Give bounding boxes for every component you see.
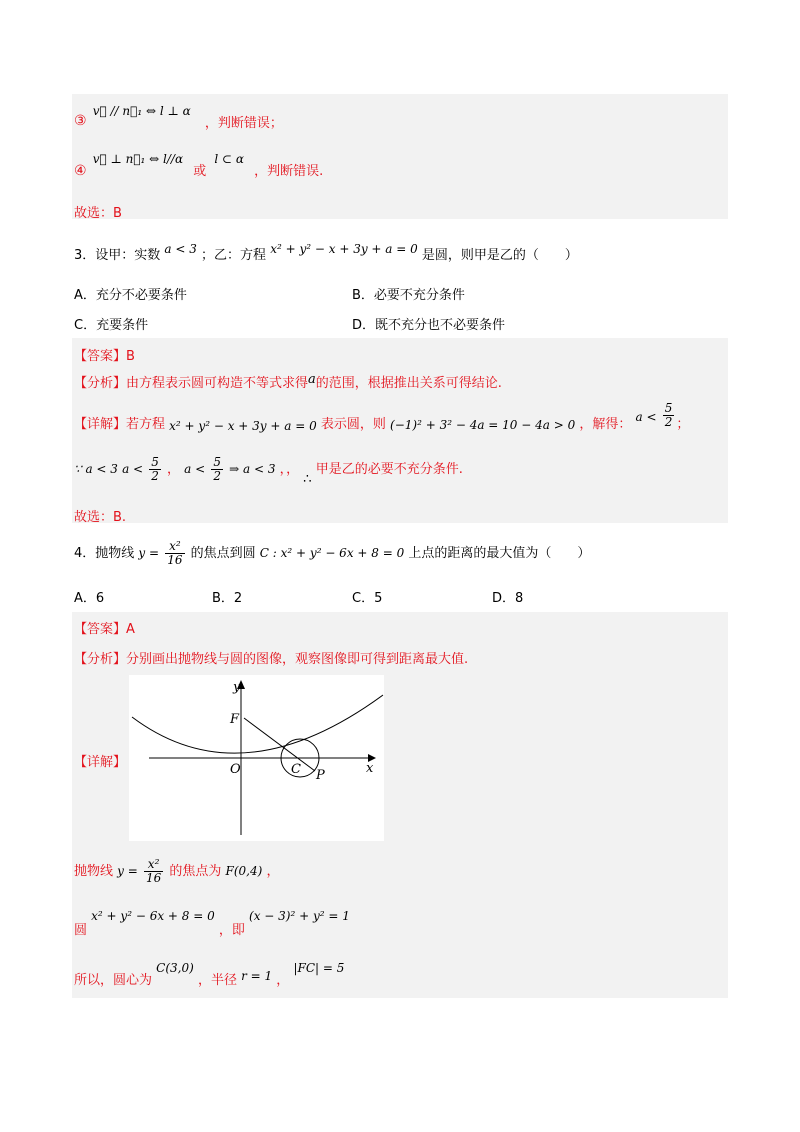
fraction: [144, 858, 163, 885]
judgement-text: ，判断错误；: [204, 116, 283, 131]
detail-q4-line3: [74, 957, 345, 988]
label-p: P: [316, 768, 325, 783]
conclusion: 甲是乙的必要不充分条件.: [315, 462, 463, 478]
question-3-stem: [74, 238, 578, 263]
or-text: 或: [193, 164, 207, 179]
option-b: B．2: [212, 591, 243, 606]
analysis-text: 【分析】由方程表示圆可构造不等式求得: [74, 376, 309, 391]
label-o: O: [230, 762, 241, 777]
answer-q3: 【答案】B: [74, 349, 135, 364]
equation: (x − 3)² + y² = 1: [249, 909, 350, 923]
punctuation: ，: [266, 864, 280, 880]
choice-line: 故选：B: [74, 206, 122, 221]
fraction-numerator: 5: [151, 455, 159, 469]
stem-text: 3．设甲：实数: [74, 248, 161, 263]
premise: ∵ a < 3: [74, 462, 118, 477]
detail-label: 【详解】若方程: [74, 417, 166, 433]
detail-text: 圆: [74, 923, 88, 938]
option-b: B．必要不充分条件: [352, 288, 465, 303]
stem-text: 是圆，则甲是乙的（ ）: [421, 248, 578, 263]
fraction: [663, 402, 675, 429]
formula: l ⊂ α: [214, 152, 244, 166]
therefore-symbol: ∴: [303, 472, 312, 488]
stem-text: 的焦点到圆: [190, 546, 256, 562]
item-marker: ④: [74, 163, 87, 179]
fraction-numerator: 5: [213, 455, 221, 469]
fraction: [149, 456, 161, 483]
analysis-q3: [74, 372, 502, 391]
question-4-stem: [74, 540, 590, 567]
detail-text: 表示圆，则: [320, 417, 386, 433]
stem-text: ；乙：方程: [201, 248, 267, 263]
fraction-denominator: 16: [167, 553, 183, 568]
fraction-denominator: 16: [145, 871, 162, 886]
option-d: D．既不充分也不必要条件: [352, 318, 506, 333]
detail-q3-line2: [74, 455, 463, 488]
circle-equation: C : x² + y² − 6x + 8 = 0: [259, 546, 405, 561]
detail-text: ，解得：: [579, 417, 632, 433]
parabola-lhs: y =: [117, 864, 138, 879]
stem-text: 4．抛物线: [74, 546, 135, 562]
fraction-numerator: x²: [165, 540, 184, 554]
label-y: y: [233, 680, 241, 695]
parabola-curve: [132, 695, 383, 753]
option-a: A．6: [74, 591, 105, 606]
fraction-denominator: 2: [664, 415, 673, 430]
solution-item-3: [74, 100, 283, 131]
detail-text: ，半径: [197, 973, 237, 988]
detail-text: ，即: [218, 923, 245, 938]
radius: r = 1: [241, 969, 273, 983]
fraction-denominator: 2: [151, 469, 159, 484]
detail-text: 的焦点为: [169, 864, 222, 880]
option-c: C．充要条件: [74, 318, 149, 333]
punctuation: ，: [276, 973, 290, 988]
detail-text: 抛物线: [74, 864, 114, 880]
detail-q4-line1: [74, 858, 279, 885]
formula: v⃗ // n⃗₁ ⇔ l ⊥ α: [92, 104, 191, 118]
item-marker: ③: [74, 113, 87, 129]
option-a: A．充分不必要条件: [74, 288, 187, 303]
detail-label-q4: 【详解】: [74, 755, 127, 770]
solution-item-4: [74, 148, 324, 179]
analysis-text: 的范围，根据推出关系可得结论.: [315, 376, 502, 391]
punctuation: ，，: [279, 462, 300, 478]
analysis-q4: 【分析】分别画出抛物线与圆的图像，观察图像即可得到距离最大值.: [74, 652, 469, 667]
detail-q3-line1: [74, 401, 690, 434]
option-c: C．5: [352, 591, 383, 606]
formula: v⃗ ⊥ n⃗₁ ⇔ l//α: [92, 152, 184, 166]
variable: a: [308, 372, 316, 387]
fraction-denominator: 2: [213, 469, 221, 484]
condition: a < 3: [164, 242, 197, 256]
fraction-numerator: 5: [664, 401, 673, 415]
detail-q4-line2: [74, 905, 350, 938]
punctuation: ，: [167, 462, 181, 478]
label-c: C: [291, 762, 301, 777]
detail-text: 所以，圆心为: [74, 973, 153, 988]
option-d: D．8: [492, 591, 524, 606]
parabola-circle-figure: [129, 675, 384, 841]
focus-point: F(0,4): [225, 864, 263, 879]
parabola-lhs: y =: [138, 546, 160, 561]
answer-q4: 【答案】A: [74, 622, 135, 637]
fraction-numerator: x²: [144, 858, 163, 872]
segment-fp: [244, 718, 315, 771]
center-point: C(3,0): [156, 961, 194, 975]
stem-text: 上点的距离的最大值为（ ）: [408, 546, 591, 562]
result: a <: [635, 410, 657, 425]
fraction: [211, 456, 223, 483]
punctuation: ；: [676, 417, 690, 433]
judgement-text: ，判断错误.: [254, 164, 324, 179]
result: a <: [184, 462, 206, 477]
equation: x² + y² − x + 3y + a = 0: [169, 419, 317, 434]
choice-line-q3: 故选：B.: [74, 510, 127, 525]
equation: x² + y² − x + 3y + a = 0: [270, 242, 418, 256]
result: a <: [122, 462, 144, 477]
equation: x² + y² − 6x + 8 = 0: [91, 909, 215, 923]
label-x: x: [366, 761, 374, 776]
fraction: [165, 540, 184, 567]
label-f: F: [230, 712, 240, 727]
inequality: (−1)² + 3² − 4a = 10 − 4a > 0: [390, 418, 576, 433]
implication: ⇒ a < 3: [229, 462, 276, 477]
distance: |FC| = 5: [293, 961, 345, 975]
